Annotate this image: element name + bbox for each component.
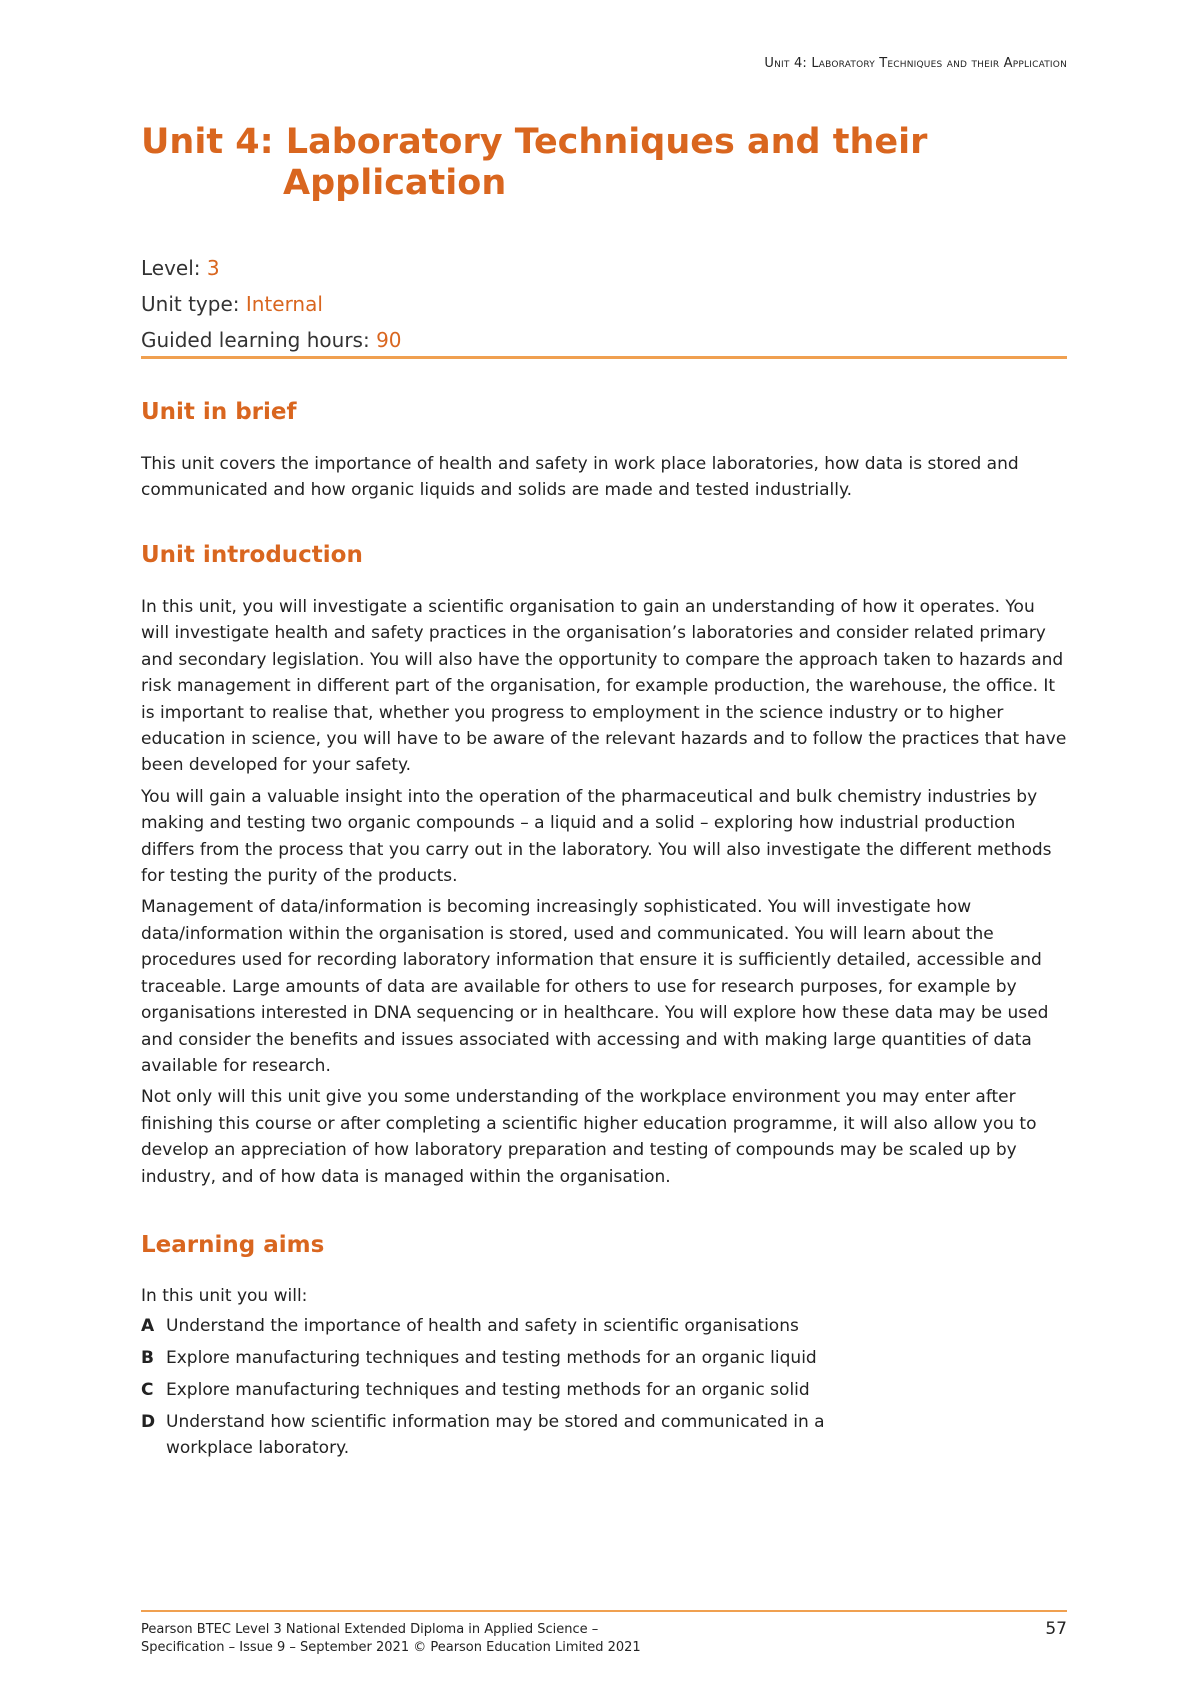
unit-meta <box>141 250 402 358</box>
unit-title-line-1: Unit 4: Laboratory Techniques and their <box>141 122 928 162</box>
footer-divider <box>141 1610 1067 1612</box>
footer-citation <box>141 1621 641 1657</box>
unit-type-value: Internal <box>245 292 323 316</box>
unit-title-line-2: Application <box>283 163 507 203</box>
unit-introduction-heading: Unit introduction <box>141 542 363 568</box>
unit-in-brief-text <box>141 451 1067 509</box>
aim-letter: B <box>141 1348 154 1368</box>
level-label: Level: <box>141 256 207 280</box>
glh-value: 90 <box>376 328 402 352</box>
learning-aim-item <box>141 1377 901 1403</box>
glh-label: Guided learning hours: <box>141 328 377 352</box>
running-header: Unit 4: Laboratory Techniques and their Application <box>764 56 1067 71</box>
intro-paragraph-2: You will gain a valuable insight into the operation of the pharmaceutical and bulk chemistry industries by making and testing two organic compounds – a liquid and a solid – exploring how industrial production differs from the process that you carry out in the laboratory. You will also investigate the different methods for testing the purity of the products. <box>141 786 1052 887</box>
page-number: 57 <box>1045 1619 1067 1639</box>
aim-letter: D <box>141 1412 156 1432</box>
aim-text: Explore manufacturing techniques and testing methods for an organic liquid <box>166 1348 817 1368</box>
learning-aim-item <box>141 1345 901 1371</box>
learning-aim-item <box>141 1409 901 1461</box>
aim-text: Explore manufacturing techniques and testing methods for an organic solid <box>166 1380 810 1400</box>
aim-letter: C <box>141 1380 154 1400</box>
aim-text: Understand how scientific information may be stored and communicated in a workplace laboratory. <box>166 1412 825 1458</box>
learning-aims-list <box>141 1313 901 1467</box>
intro-paragraph-4: Not only will this unit give you some understanding of the workplace environment you may enter after finishing this course or after completing a scientific higher education programme, it will also allow you to develop an appreciation of how laboratory preparation and testing of compounds may be scaled up by industry, and of how data is managed within the organisation. <box>141 1087 1037 1187</box>
learning-aims-heading: Learning aims <box>141 1232 325 1258</box>
footer-line-2: Specification – Issue 9 – September 2021 © Pearson Education Limited 2021 <box>141 1640 641 1655</box>
document-page <box>141 0 1067 1696</box>
meta-divider <box>141 356 1067 359</box>
unit-type-row <box>141 286 402 322</box>
learning-aims-intro: In this unit you will: <box>141 1286 308 1306</box>
footer-line-1: Pearson BTEC Level 3 National Extended Diploma in Applied Science – <box>141 1622 599 1637</box>
intro-paragraph-1: In this unit, you will investigate a scientific organisation to gain an understanding of how it operates. You will investigate health and safety practices in the organisation’s laboratories and consider related primary and secondary legislation. You will also have the opportunity to compare the approach taken to hazards and risk management in different part of the organisation, for example production, the warehouse, the office. It is important to realise that, whether you progress to employment in the science industry or to higher education in science, you will have to be aware of the relevant hazards and to follow the practices that have been developed for your safety. <box>141 597 1067 776</box>
intro-paragraph-3: Management of data/information is becoming increasingly sophisticated. You will investigate how data/information within the organisation is stored, used and communicated. You will learn about the procedures used for recording laboratory information that ensure it is sufficiently detailed, accessible and traceable. Large amounts of data are available for others to use for research purposes, for example by organisations interested in DNA sequencing or in healthcare. You will explore how these data may be used and consider the benefits and issues associated with accessing and with making large quantities of data available for research. <box>141 897 1049 1076</box>
glh-row <box>141 322 402 358</box>
unit-in-brief-heading: Unit in brief <box>141 399 297 425</box>
unit-in-brief-paragraph: This unit covers the importance of health and safety in work place laboratories, how data is stored and communicated and how organic liquids and solids are made and tested industrially. <box>141 454 1019 501</box>
level-value: 3 <box>206 256 220 280</box>
learning-aim-item <box>141 1313 901 1339</box>
level-row <box>141 250 402 286</box>
aim-text: Understand the importance of health and safety in scientific organisations <box>166 1316 799 1336</box>
aim-letter: A <box>141 1316 155 1336</box>
unit-title <box>141 122 1067 204</box>
unit-introduction-text <box>141 594 1067 1195</box>
unit-type-label: Unit type: <box>141 292 246 316</box>
